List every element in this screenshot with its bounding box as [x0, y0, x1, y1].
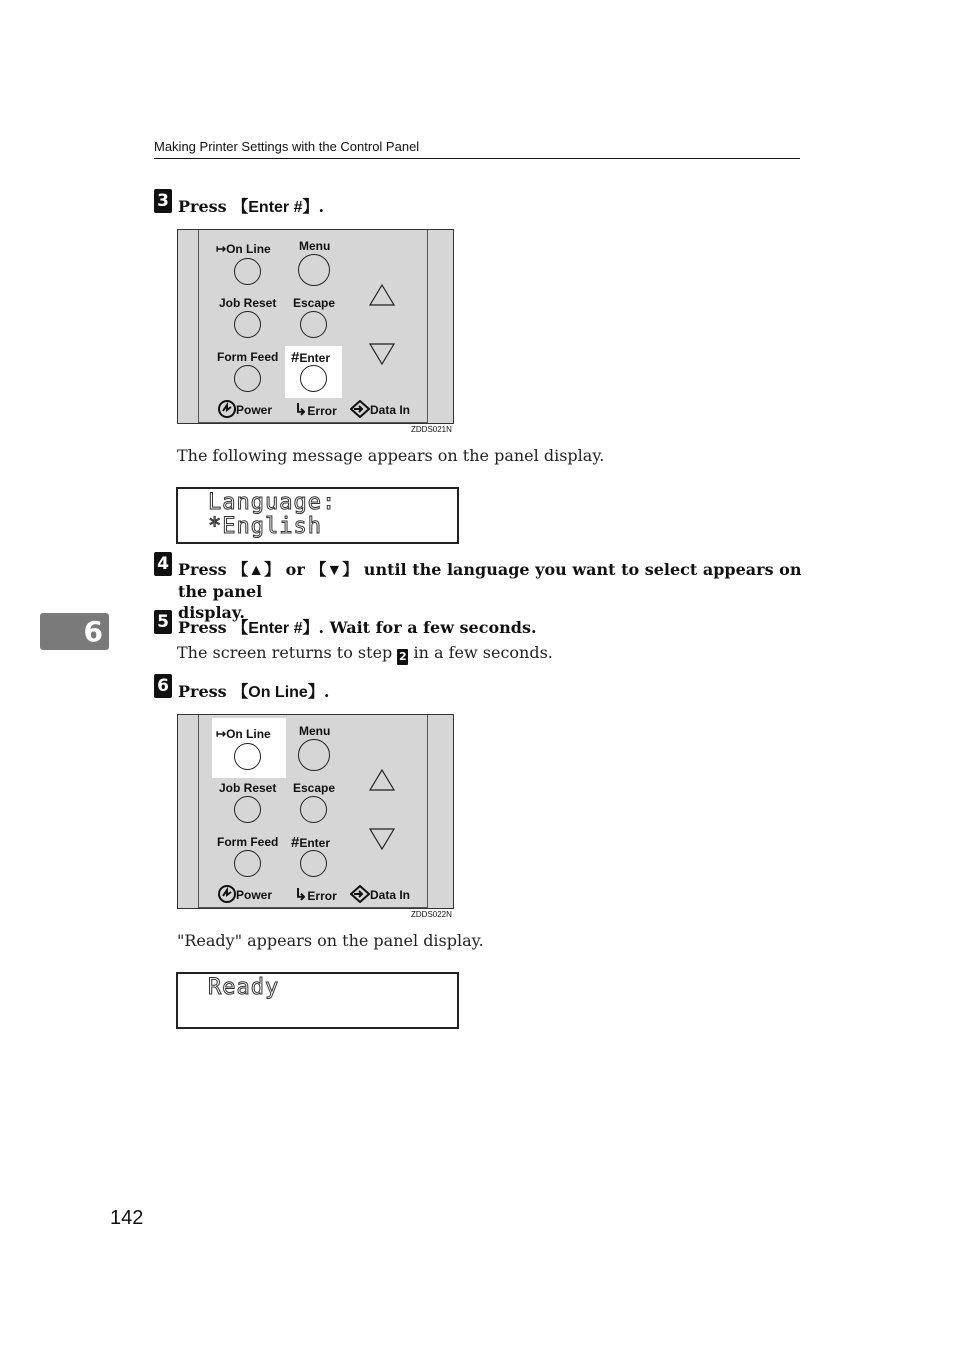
menu-label: Menu: [299, 239, 331, 253]
power-label: Power: [218, 400, 272, 418]
data-in-icon: [350, 400, 370, 418]
enter-button[interactable]: [300, 850, 327, 877]
bracket-open: 【: [232, 197, 249, 216]
message-after-step3: The following message appears on the panel display.: [177, 446, 605, 465]
step-4-key-down: ▼: [326, 562, 343, 579]
data-in-label: Data In: [350, 885, 410, 903]
power-icon: [218, 400, 236, 418]
up-arrow-button[interactable]: [369, 284, 395, 306]
step-5-key: Enter #: [248, 620, 303, 637]
enter-button[interactable]: [300, 365, 327, 392]
lcd-display-2: [176, 972, 459, 1029]
job-reset-label: Job Reset: [219, 296, 277, 310]
escape-button[interactable]: [300, 311, 327, 338]
form-feed-button[interactable]: [234, 365, 261, 392]
escape-button[interactable]: [300, 796, 327, 823]
error-icon: ↳: [294, 887, 308, 904]
step-4-key-up: ▲: [248, 562, 265, 579]
step-number-5: 5: [154, 610, 172, 634]
error-label: ↳Error: [294, 887, 337, 904]
step-number-4: 4: [154, 552, 172, 576]
lcd-line-1: Ready: [208, 975, 280, 1000]
error-label: ↳Error: [294, 402, 337, 419]
enter-label: #Enter: [291, 349, 331, 366]
down-arrow-button[interactable]: [369, 828, 395, 850]
online-button[interactable]: [234, 258, 261, 285]
job-reset-label: Job Reset: [219, 781, 277, 795]
step-number-6: 6: [154, 674, 172, 698]
escape-label: Escape: [293, 296, 336, 310]
escape-label: Escape: [293, 781, 336, 795]
step-3-key: Enter #: [248, 199, 303, 216]
control-panel-2: [177, 714, 454, 909]
hash-icon: #: [291, 349, 300, 366]
online-arrow-icon: ↦: [216, 242, 227, 256]
lcd-display-1: [176, 487, 459, 544]
header-rule: [154, 158, 800, 159]
message-after-step6: "Ready" appears on the panel display.: [177, 931, 484, 950]
page-number: 142: [110, 1207, 144, 1229]
online-label: ↦On Line: [216, 242, 271, 256]
step-3-instruction: [178, 196, 324, 218]
lcd-line-1: Language:: [208, 490, 337, 515]
job-reset-button[interactable]: [234, 311, 261, 338]
menu-button[interactable]: [298, 254, 330, 286]
hash-icon: #: [291, 834, 300, 851]
online-button[interactable]: [234, 743, 261, 770]
figure-code-2: ZDDS022N: [411, 910, 452, 919]
online-label: ↦On Line: [216, 727, 271, 741]
step-5-note: The screen returns to step 2 in a few seconds.: [177, 643, 553, 663]
form-feed-label: Form Feed: [217, 350, 279, 364]
chapter-tab: 6: [40, 613, 109, 650]
figure-code-1: ZDDS021N: [411, 425, 452, 434]
step-6-key: On Line: [248, 684, 308, 701]
bracket-close: 】: [302, 197, 319, 216]
step-number-3: 3: [154, 189, 172, 213]
error-icon: ↳: [294, 402, 308, 419]
form-feed-label: Form Feed: [217, 835, 279, 849]
step-ref-badge: 2: [399, 650, 407, 663]
control-panel-1: [177, 229, 454, 424]
job-reset-button[interactable]: [234, 796, 261, 823]
online-arrow-icon: ↦: [216, 727, 227, 741]
menu-button[interactable]: [298, 739, 330, 771]
form-feed-button[interactable]: [234, 850, 261, 877]
lcd-line-2: *English: [208, 514, 322, 539]
down-arrow-button[interactable]: [369, 343, 395, 365]
step-3-suffix: .: [318, 197, 325, 216]
power-label: Power: [218, 885, 272, 903]
step-5-instruction: Press 【Enter #】. Wait for a few seconds.: [178, 618, 537, 637]
up-arrow-button[interactable]: [369, 769, 395, 791]
step-6-instruction: Press 【On Line】.: [178, 682, 330, 701]
data-in-icon: [350, 885, 370, 903]
running-header: Making Printer Settings with the Control Panel: [154, 139, 420, 154]
step-3-prefix: Press: [178, 197, 233, 216]
power-icon: [218, 885, 236, 903]
menu-label: Menu: [299, 724, 331, 738]
step-4-instruction: Press 【▲】 or 【▼】 until the language you want to select appears on the panel display.: [178, 560, 802, 622]
enter-label: #Enter: [291, 834, 331, 851]
data-in-label: Data In: [350, 400, 410, 418]
